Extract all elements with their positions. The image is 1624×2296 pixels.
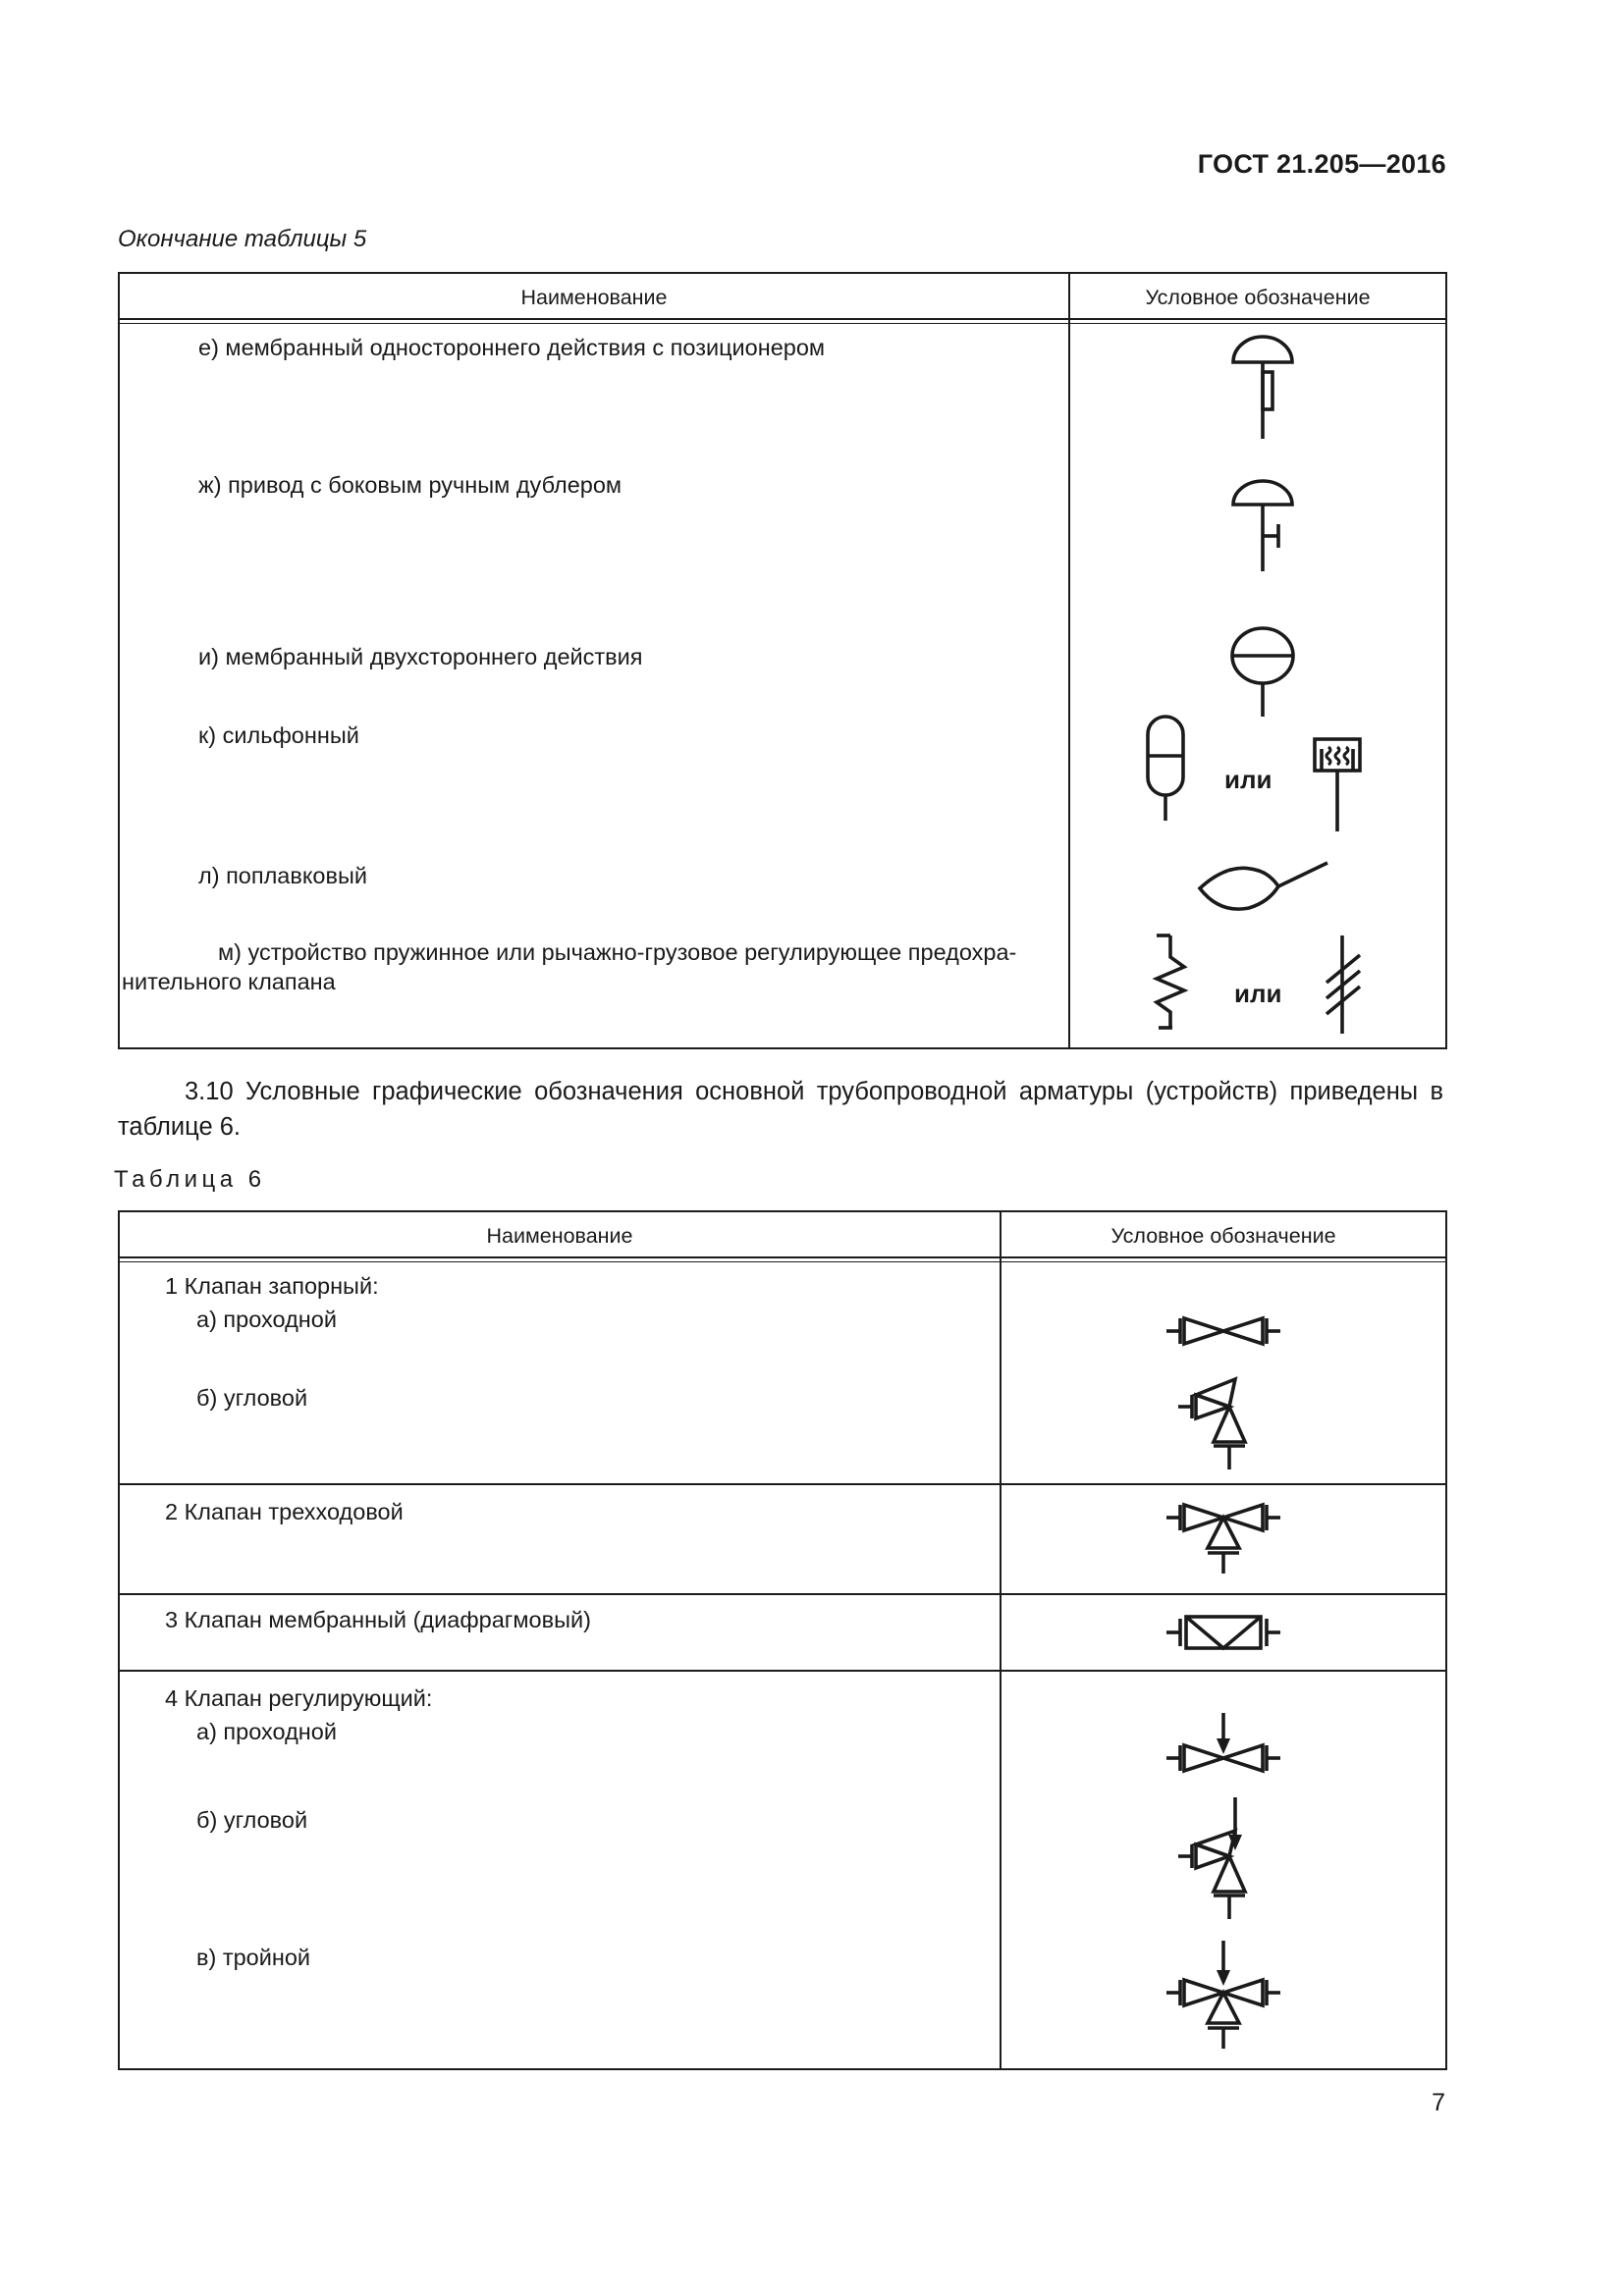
table6-header-line — [120, 1256, 1445, 1258]
control-valve-straight-icon — [1164, 1711, 1282, 1789]
membrane-side-manual-icon — [1219, 475, 1308, 583]
spring-icon — [1141, 930, 1200, 1038]
table6-row-divider-1 — [120, 1483, 1445, 1485]
table6-header-line-2 — [120, 1261, 1445, 1262]
lever-weight-icon — [1313, 932, 1372, 1040]
table6-group-1-item-a: а) проходной — [196, 1307, 337, 1332]
shutoff-valve-straight-icon — [1164, 1307, 1282, 1356]
table6-col-divider — [1000, 1212, 1001, 2068]
table6-row-divider-2 — [120, 1593, 1445, 1595]
table6-group-4-item-b: б) угловой — [196, 1807, 308, 1833]
table5-header-line-2 — [120, 323, 1445, 324]
table6-group-3-title: 3 Клапан мембранный (диафрагмовый) — [165, 1607, 591, 1632]
table5 — [118, 272, 1447, 1049]
table5-row-zh: ж) привод с боковым ручным дублером — [198, 472, 623, 498]
page-number: 7 — [1432, 2089, 1445, 2116]
table5-row-i: и) мембранный двухстороннего действия — [198, 644, 643, 669]
bellows-icon — [1136, 711, 1195, 824]
table5-row-e: е) мембранный одностороннего действия с позиционером — [198, 335, 826, 360]
table6-col-symbol-header: Условное обозначение — [1110, 1224, 1336, 1248]
table6-caption: Таблица 6 — [114, 1166, 266, 1193]
shutoff-valve-angle-icon — [1174, 1375, 1272, 1473]
float-icon — [1190, 853, 1337, 922]
table6-col-name-header: Наименование — [486, 1224, 633, 1248]
paragraph-3-10-text: 3.10 Условные графические обозначения основной трубопроводной арматуры (устройств) приведены в таблице 6. — [118, 1078, 1443, 1141]
control-valve-angle-icon — [1174, 1795, 1272, 1923]
table6-group-1-item-b: б) угловой — [196, 1385, 308, 1411]
table5-col-name-header: Наименование — [520, 286, 668, 309]
table6-group-4-item-c: в) тройной — [196, 1945, 311, 1970]
table6-group-2-title: 2 Клапан трехходовой — [165, 1499, 404, 1524]
bellows-or-label: или — [1224, 765, 1272, 794]
table5-col-symbol-header: Условное обозначение — [1145, 286, 1371, 309]
table5-row-m-line1: м) устройство пружинное или рычажно-грузовое регулирующее предохра- — [218, 939, 1017, 965]
table6-group-4-item-a: а) проходной — [196, 1719, 337, 1744]
diaphragm-valve-icon — [1164, 1609, 1282, 1656]
bellows-alt-icon — [1303, 735, 1372, 833]
table6 — [118, 1210, 1447, 2070]
table5-caption: Окончание таблицы 5 — [118, 226, 367, 252]
three-way-valve-icon — [1164, 1493, 1282, 1576]
paragraph-3-10 — [118, 1074, 1443, 1145]
membrane-positioner-icon — [1219, 333, 1308, 441]
table5-row-k: к) сильфонный — [198, 722, 359, 748]
document-code: ГОСТ 21.205—2016 — [1197, 149, 1446, 179]
table6-group-4-title: 4 Клапан регулирующий: — [165, 1685, 433, 1711]
table5-col-divider — [1068, 274, 1070, 1047]
control-valve-three-way-icon — [1164, 1939, 1282, 2056]
table5-row-l: л) поплавковый — [198, 863, 367, 888]
table6-row-divider-3 — [120, 1670, 1445, 1672]
spring-or-label: или — [1234, 979, 1282, 1008]
membrane-double-icon — [1219, 613, 1308, 721]
table5-header-line — [120, 318, 1445, 320]
table6-group-1-title: 1 Клапан запорный: — [165, 1273, 379, 1299]
table5-row-m-line2: нительного клапана — [122, 969, 336, 994]
